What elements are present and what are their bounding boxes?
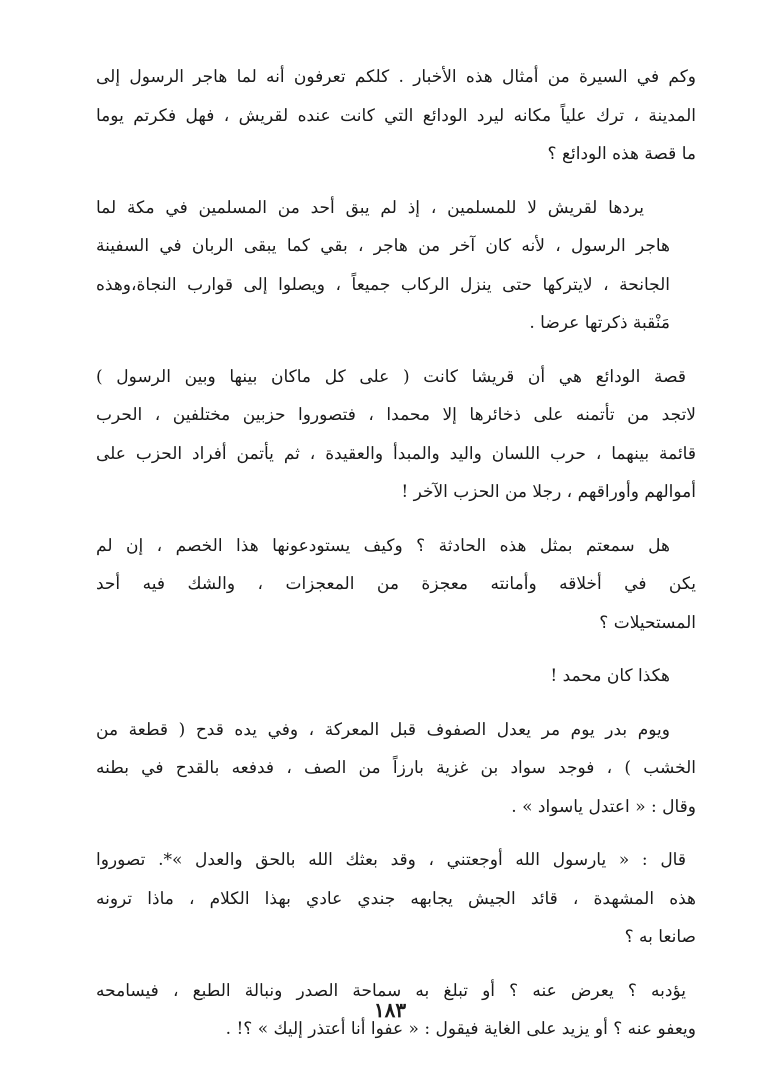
text-line: هاجر الرسول ، لأنه كان آخر من هاجر ، بقي كما يبقى الربان في السفينة xyxy=(96,236,670,256)
text-line: ويعفو عنه ؟ أو يزيد على الغاية فيقول : « عفوا أنا أعتذر إليك » ؟! . xyxy=(225,1019,696,1039)
text-line: وقال : « اعتدل ياسواد » . xyxy=(511,796,696,817)
paragraph-2 xyxy=(96,189,696,343)
text-line: وكم في السيرة من أمثال هذه الأخبار . كلكم تعرفون أنه لما هاجر الرسول إلى xyxy=(96,67,696,87)
text-line: يكن في أخلاقه وأمانته معجزة من المعجزات ، والشك فيه أحد xyxy=(96,574,696,594)
text-line: مَنْقبة ذكرتها عرضا . xyxy=(529,313,670,333)
text-line: قائمة بينهما ، حرب اللسان واليد والمبدأ والعقيدة ، ثم يأتمن أفراد الحزب على xyxy=(96,443,696,464)
text-line: الخشب ) ، فوجد سواد بن غزية بارزاً من الصف ، فدفعه بالقدح في بطنه xyxy=(96,758,696,778)
text-line: ويوم بدر يوم مر يعدل الصفوف قبل المعركة ، وفي يده قدح ( قطعة من xyxy=(96,719,670,740)
text-line: الجانحة ، لايتركها حتى ينزل الركاب جميعاً ، ويصلوا إلى قوارب النجاة،وهذه xyxy=(96,274,670,295)
text-line: لاتجد من تأتمنه على ذخائرها إلا محمدا ، فتصوروا حزبين مختلفين ، الحرب xyxy=(96,405,696,425)
text-line: أموالهم وأوراقهم ، رجلا من الحزب الآخر ! xyxy=(401,482,696,502)
text-line: المستحيلات ؟ xyxy=(599,612,696,633)
text-line: المدينة ، ترك علياً مكانه ليرد الودائع التي كانت عنده لقريش ، فهل فكرتم يوما xyxy=(96,105,696,126)
paragraph-5 xyxy=(96,657,696,696)
text-line: هكذا كان محمد ! xyxy=(550,666,670,686)
page-body xyxy=(96,58,696,1064)
text-line: هل سمعتم بمثل هذه الحادثة ؟ وكيف يستودعونها هذا الخصم ، إن لم xyxy=(96,535,670,556)
text-line: يردها لقريش لا للمسلمين ، إذ لم يبق أحد من المسلمين في مكة لما xyxy=(96,197,644,218)
paragraph-7 xyxy=(96,841,696,957)
text-line: يؤدبه ؟ يعرض عنه ؟ أو تبلغ به سماحة الصدر ونبالة الطبع ، فيسامحه xyxy=(96,980,686,1001)
paragraph-6 xyxy=(96,711,696,827)
text-line: صانعا به ؟ xyxy=(624,927,696,947)
text-line: ما قصة هذه الودائع ؟ xyxy=(547,144,696,164)
paragraph-3 xyxy=(96,358,696,512)
paragraph-1 xyxy=(96,58,696,174)
page-number: ١٨٣ xyxy=(373,998,407,1022)
paragraph-4 xyxy=(96,527,696,643)
text-line: قال : « يارسول الله أوجعتني ، وقد بعثك الله بالحق والعدل »*. تصوروا xyxy=(96,850,686,870)
text-line: هذه المشهدة ، قائد الجيش يجابهه جندي عادي بهذا الكلام ، ماذا ترونه xyxy=(96,888,696,909)
text-line: قصة الودائع هي أن قريشا كانت ( على كل ماكان بينها وبين الرسول ) xyxy=(96,366,686,387)
